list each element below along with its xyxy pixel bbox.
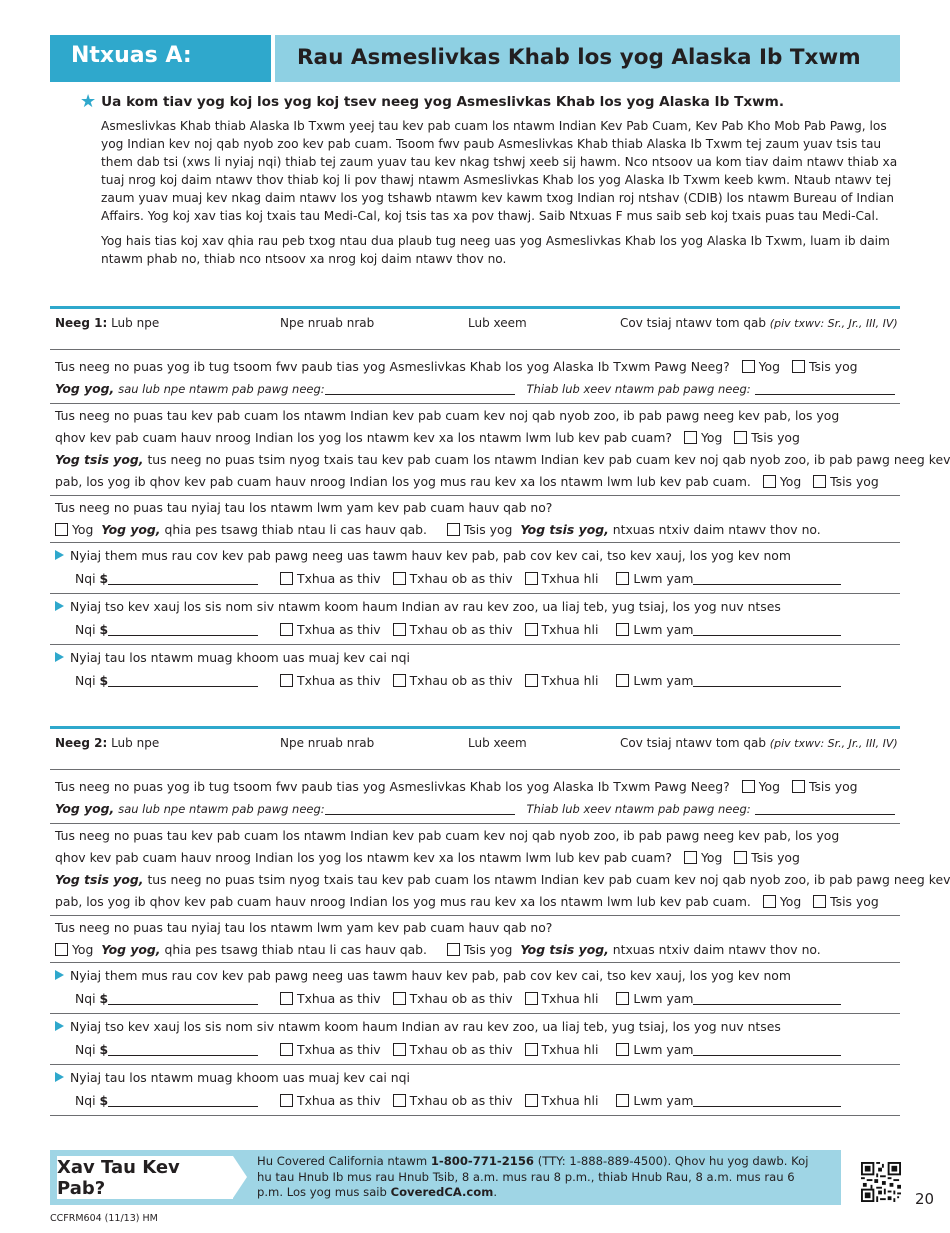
help-text: Hu Covered California ntawm 1-800-771-2156 (TTY: 1-888-889-4500). Qhov hu yog dawb. Koj hu tau Hnub Ib mus rau Hnub Tsib, 8 a.m. mus rau 8 p.m., thiab Hnub Rau, 8 a.m. mus rau 6 p.m. Los yog mus saib CoveredCA.com.: [257, 1154, 809, 1200]
amount-input[interactable]: [108, 572, 258, 585]
checkbox[interactable]: [280, 572, 293, 585]
other-input[interactable]: [693, 623, 841, 636]
checkbox[interactable]: [525, 623, 538, 636]
checkbox[interactable]: [616, 992, 629, 1005]
checkbox[interactable]: [525, 572, 538, 585]
income-item-1: Nyiaj them mus rau cov kev pab pawg neeg uas tawm hauv kev pab, pab cov kev cai, tso kev xauj, los yog kev nom Nqi $ Txhua as thiv Txhau ob as thiv Txhua hli Lwm yam: [50, 963, 900, 1014]
suffix-field[interactable]: Cov tsiaj ntawv tom qab (piv txwv: Sr., Jr., III, IV): [620, 736, 898, 750]
other-input[interactable]: [693, 572, 841, 585]
tribe-name-input[interactable]: [325, 802, 515, 815]
arrow-icon: [55, 601, 64, 611]
income-item-3: Nyiaj tau los ntawm muag khoom uas muaj kev cai nqi Nqi $ Txhua as thiv Txhau ob as thiv Txhua hli Lwm yam: [50, 645, 900, 695]
checkbox[interactable]: [525, 674, 538, 687]
intro-paragraph-2: Yog hais tias koj xav qhia rau peb txog ntau dua plaub tug neeg uas yog Asmeslivkas Khab los yog Alaska Ib Txwm, luam ib daim ntawm phab no, thiab nco ntsoov xa nrog koj daim ntawv thov no.: [101, 234, 890, 266]
tribe-name-input[interactable]: [325, 382, 515, 395]
income-item-3: Nyiaj tau los ntawm muag khoom uas muaj kev cai nqi Nqi $ Txhua as thiv Txhau ob as thiv Txhua hli Lwm yam: [50, 1065, 900, 1116]
qr-code-icon: [861, 1162, 901, 1202]
checkbox[interactable]: [734, 851, 747, 864]
page-number: 20: [915, 1190, 935, 1208]
amount-input[interactable]: [108, 1043, 258, 1056]
middle-name-field[interactable]: Npe nruab nrab: [280, 316, 375, 330]
tribe-state-input[interactable]: [755, 802, 895, 815]
last-name-field[interactable]: Lub xeem: [468, 316, 527, 330]
section-label: Ntxuas A:: [50, 35, 271, 82]
intro: [80, 93, 900, 268]
checkbox[interactable]: [813, 895, 826, 908]
suffix-field[interactable]: Cov tsiaj ntawv tom qab (piv txwv: Sr., Jr., III, IV): [620, 316, 898, 330]
person-1-section: [50, 306, 950, 695]
amount-input[interactable]: [108, 623, 258, 636]
checkbox[interactable]: [393, 572, 406, 585]
service-question: Tus neeg no puas tau kev pab cuam los ntawm Indian kev pab cuam kev noj qab nyob zoo, ib pab pawg neeg kev pab, los yog qhov kev pab cuam hauv nroog Indian los yog los ntawm kev xa los ntawm lwm lub kev pab cuam? Yog Tsis yog Yog tsis yog, tus neeg no puas tsim nyog txais tau kev pab cuam los ntawm Indian kev pab cuam kev noj qab nyob zoo, ib pab pawg neeg kev pab, los yog ib qhov kev pab cuam hauv nroog Indian los yog mus rau kev xa los ntawm lwm lub kev pab cuam. Yog Tsis yog: [50, 404, 900, 496]
amount-input[interactable]: [108, 992, 258, 1005]
section-title: Rau Asmeslivkas Khab los yog Alaska Ib Txwm: [275, 35, 900, 82]
income-question: Tus neeg no puas tau nyiaj tau los ntawm lwm yam kev pab cuam hauv qab no? Yog Yog yog, qhia pes tsawg thiab ntau li cas hauv qab. Tsis yog Yog tsis yog, ntxuas ntxiv daim ntawv thov no.: [50, 496, 900, 543]
tribe-state-input[interactable]: [755, 382, 895, 395]
income-item-2: Nyiaj tso kev xauj los sis nom siv ntawm koom haum Indian av rau kev zoo, ua liaj teb, yug tsiaj, los yog nuv ntses Nqi $ Txhua as thiv Txhau ob as thiv Txhua hli Lwm yam: [50, 594, 900, 645]
checkbox[interactable]: [616, 1094, 629, 1107]
checkbox[interactable]: [393, 1043, 406, 1056]
intro-paragraph-1: Asmeslivkas Khab thiab Alaska Ib Txwm yeej tau kev pab cuam los ntawm Indian Kev Pab Cuam, Kev Pab Kho Mob Pab Pawg, los yog Indian kev noj qab nyob zoo kev pab cuam. Tsoom fwv paub Asmeslivkas Khab thiab Alaska Ib Txwm tej zaum yuav tsis tau them dab tsi (xws li nyiaj nqi) thiab tej zaum yuav tau kev nkag tshwj xeeb sij hawm. Nco ntsoov ua kom tiav daim ntawv thiab xa tuaj nrog koj daim ntawv thov thiab koj li pov thawj ntawm Asmeslivkas Khab los yog Alaska Ib Txwm keeb kwm. Ntaub ntawv tej zaum yuav muaj kev nkag daim ntawv los yog tshawb ntawm kev kawm txog Indian roj ntshav (CDIB) los ntawm Bureau of Indian Affairs. Yog koj xav tias koj txais tau Medi-Cal, koj tsis tas xa pov thawj. Saib Ntxuas F mus saib seb koj txais puas tau Medi-Cal.: [101, 119, 898, 223]
checkbox[interactable]: [393, 1094, 406, 1107]
last-name-field[interactable]: Lub xeem: [468, 736, 527, 750]
first-name-field[interactable]: Neeg 2: Lub npe: [55, 736, 160, 750]
checkbox[interactable]: [813, 475, 826, 488]
checkbox[interactable]: [280, 674, 293, 687]
checkbox[interactable]: [393, 623, 406, 636]
checkbox[interactable]: [525, 992, 538, 1005]
income-item-2: Nyiaj tso kev xauj los sis nom siv ntawm koom haum Indian av rau kev zoo, ua liaj teb, yug tsiaj, los yog nuv ntses Nqi $ Txhua as thiv Txhau ob as thiv Txhua hli Lwm yam: [50, 1014, 900, 1065]
person-2-section: [50, 726, 950, 1116]
income-question: Tus neeg no puas tau nyiaj tau los ntawm lwm yam kev pab cuam hauv qab no? Yog Yog yog, qhia pes tsawg thiab ntau li cas hauv qab. Tsis yog Yog tsis yog, ntxuas ntxiv daim ntawv thov no.: [50, 916, 900, 963]
checkbox[interactable]: [684, 851, 697, 864]
amount-input[interactable]: [108, 1094, 258, 1107]
middle-name-field[interactable]: Npe nruab nrab: [280, 736, 375, 750]
arrow-icon: [55, 652, 64, 662]
checkbox[interactable]: [792, 360, 805, 373]
first-name-field[interactable]: Neeg 1: Lub npe: [55, 316, 160, 330]
name-fields-row: [50, 726, 900, 770]
star-icon: ★: [80, 91, 97, 112]
checkbox[interactable]: [742, 780, 755, 793]
checkbox[interactable]: [447, 523, 460, 536]
arrow-icon: [55, 550, 64, 560]
checkbox[interactable]: [447, 943, 460, 956]
checkbox[interactable]: [280, 992, 293, 1005]
checkbox[interactable]: [525, 1043, 538, 1056]
name-fields-row: [50, 306, 900, 350]
help-banner: [50, 1150, 841, 1205]
checkbox[interactable]: [393, 992, 406, 1005]
checkbox[interactable]: [742, 360, 755, 373]
tribe-question: Tus neeg no puas yog ib tug tsoom fwv paub tias yog Asmeslivkas Khab los yog Alaska Ib Txwm Pawg Neeg? Yog Tsis yog Yog yog, sau lub npe ntawm pab pawg neeg: Thiab lub xeev ntawm pab pawg neeg:: [50, 770, 900, 824]
checkbox[interactable]: [684, 431, 697, 444]
checkbox[interactable]: [280, 1043, 293, 1056]
form-code: CCFRM604 (11/13) HM: [50, 1213, 158, 1224]
checkbox[interactable]: [616, 674, 629, 687]
checkbox[interactable]: [792, 780, 805, 793]
checkbox[interactable]: [616, 1043, 629, 1056]
arrow-icon: [55, 1072, 64, 1082]
other-input[interactable]: [693, 1043, 841, 1056]
checkbox[interactable]: [393, 674, 406, 687]
intro-heading: ★ Ua kom tiav yog koj los yog koj tsev neeg yog Asmeslivkas Khab los yog Alaska Ib Txwm.: [80, 91, 785, 112]
website-link[interactable]: CoveredCA.com: [390, 1185, 494, 1200]
service-question: Tus neeg no puas tau kev pab cuam los ntawm Indian kev pab cuam kev noj qab nyob zoo, ib pab pawg neeg kev pab, los yog qhov kev pab cuam hauv nroog Indian los yog los ntawm kev xa los ntawm lwm lub kev pab cuam? Yog Tsis yog Yog tsis yog, tus neeg no puas tsim nyog txais tau kev pab cuam los ntawm Indian kev pab cuam kev noj qab nyob zoo, ib pab pawg neeg kev pab, los yog ib qhov kev pab cuam hauv nroog Indian los yog mus rau kev xa los ntawm lwm lub kev pab cuam. Yog Tsis yog: [50, 824, 900, 916]
help-title: Xav Tau Kev Pab?: [57, 1156, 233, 1199]
checkbox[interactable]: [763, 475, 776, 488]
amount-input[interactable]: [108, 674, 258, 687]
other-input[interactable]: [693, 1094, 841, 1107]
section-header: [50, 35, 900, 82]
other-input[interactable]: [693, 674, 841, 687]
tribe-question: Tus neeg no puas yog ib tug tsoom fwv paub tias yog Asmeslivkas Khab los yog Alaska Ib Txwm Pawg Neeg? Yog Tsis yog Yog yog, sau lub npe ntawm pab pawg neeg: Thiab lub xeev ntawm pab pawg neeg:: [50, 350, 900, 404]
checkbox[interactable]: [616, 572, 629, 585]
other-input[interactable]: [693, 992, 841, 1005]
checkbox[interactable]: [55, 523, 68, 536]
income-item-1: Nyiaj them mus rau cov kev pab pawg neeg uas tawm hauv kev pab, pab cov kev cai, tso kev xauj, los yog kev nom Nqi $ Txhua as thiv Txhau ob as thiv Txhua hli Lwm yam: [50, 543, 900, 594]
checkbox[interactable]: [616, 623, 629, 636]
checkbox[interactable]: [280, 1094, 293, 1107]
arrow-icon: [55, 1021, 64, 1031]
arrow-icon: [55, 970, 64, 980]
checkbox[interactable]: [525, 1094, 538, 1107]
checkbox[interactable]: [763, 895, 776, 908]
checkbox[interactable]: [55, 943, 68, 956]
checkbox[interactable]: [280, 623, 293, 636]
checkbox[interactable]: [734, 431, 747, 444]
